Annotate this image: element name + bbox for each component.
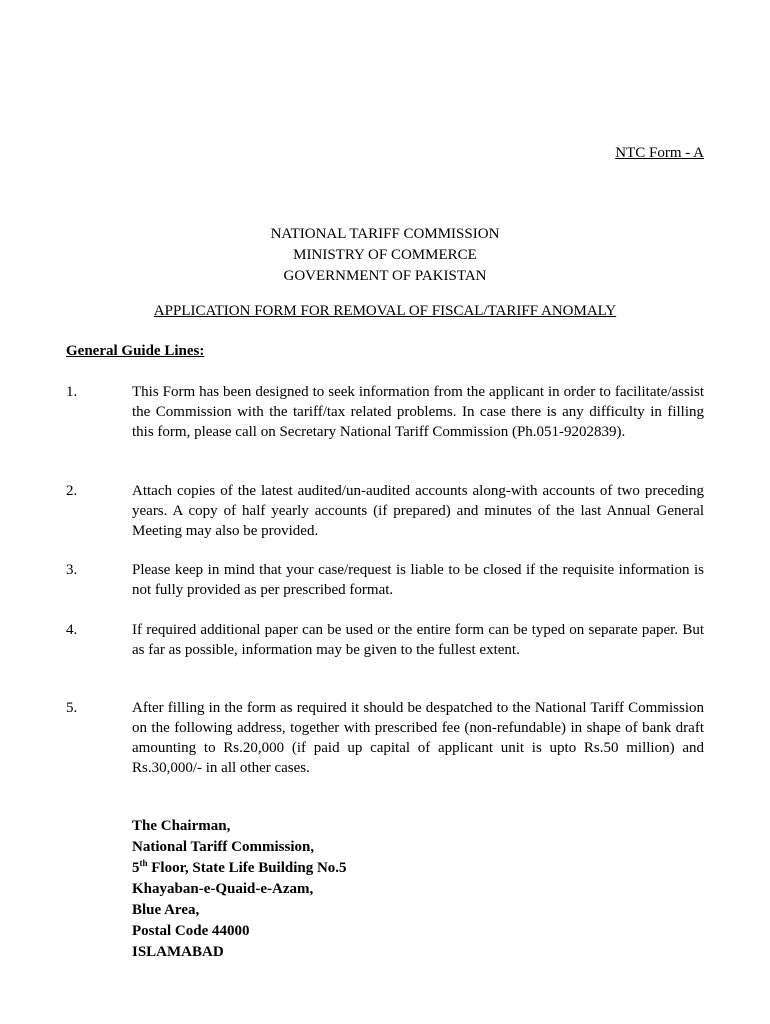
header-commission: NATIONAL TARIFF COMMISSION bbox=[270, 226, 500, 242]
form-title: APPLICATION FORM FOR REMOVAL OF FISCAL/TARIFF ANOMALY bbox=[153, 303, 617, 319]
address-floor-suffix: th bbox=[139, 858, 148, 868]
address-building-rest: Floor, State Life Building No.5 bbox=[147, 860, 347, 876]
address-street: Khayaban-e-Quaid-e-Azam, bbox=[132, 881, 314, 897]
guide-item-number: 4. bbox=[66, 622, 78, 638]
guide-item-text: After filling in the form as required it should be despatched to the National Tariff Commission on the following address, together with prescribed fee (non-refundable) in shape of bank draft amounting to Rs.20,000 (if paid up capital of applicant unit is upto Rs.50 million) and Rs.30,000/- in all other cases. bbox=[132, 700, 704, 776]
guide-item-text: This Form has been designed to seek information from the applicant in order to facilitate/assist the Commission with the tariff/tax related problems. In case there is any difficulty in filling this form, please call on Secretary National Tariff Commission (Ph.051-9202839). bbox=[132, 384, 704, 440]
guide-item-text: If required additional paper can be used or the entire form can be typed on separate paper. But as far as possible, information may be given to the fullest extent. bbox=[132, 622, 704, 658]
address-postal-code: Postal Code 44000 bbox=[132, 923, 250, 939]
address-floor-number: 5 bbox=[132, 860, 140, 876]
header-ministry: MINISTRY OF COMMERCE bbox=[293, 247, 477, 263]
guide-item bbox=[66, 620, 704, 660]
guide-item bbox=[66, 382, 704, 442]
address-area: Blue Area, bbox=[132, 902, 200, 918]
guide-item-number: 1. bbox=[66, 384, 78, 400]
guide-item-text: Please keep in mind that your case/request is liable to be closed if the requisite information is not fully provided as per prescribed format. bbox=[132, 562, 704, 598]
guide-item bbox=[66, 560, 704, 600]
header-government: GOVERNMENT OF PAKISTAN bbox=[283, 268, 487, 284]
guide-item-number: 2. bbox=[66, 483, 78, 499]
guide-item bbox=[66, 698, 704, 778]
guide-item bbox=[66, 481, 704, 541]
document-header bbox=[0, 224, 770, 287]
guide-heading: General Guide Lines: bbox=[66, 343, 205, 359]
guide-item-number: 5. bbox=[66, 700, 78, 716]
guide-item-text: Attach copies of the latest audited/un-audited accounts along-with accounts of two preceding years. A copy of half yearly accounts (if prepared) and minutes of the last Annual General Meeting may also be provided. bbox=[132, 483, 704, 539]
form-id: NTC Form - A bbox=[615, 145, 704, 161]
guide-item-number: 3. bbox=[66, 562, 78, 578]
address-recipient: The Chairman, bbox=[132, 818, 231, 834]
address-city: ISLAMABAD bbox=[132, 944, 224, 960]
address-organization: National Tariff Commission, bbox=[132, 839, 315, 855]
mailing-address bbox=[132, 816, 347, 963]
address-building bbox=[132, 858, 347, 879]
